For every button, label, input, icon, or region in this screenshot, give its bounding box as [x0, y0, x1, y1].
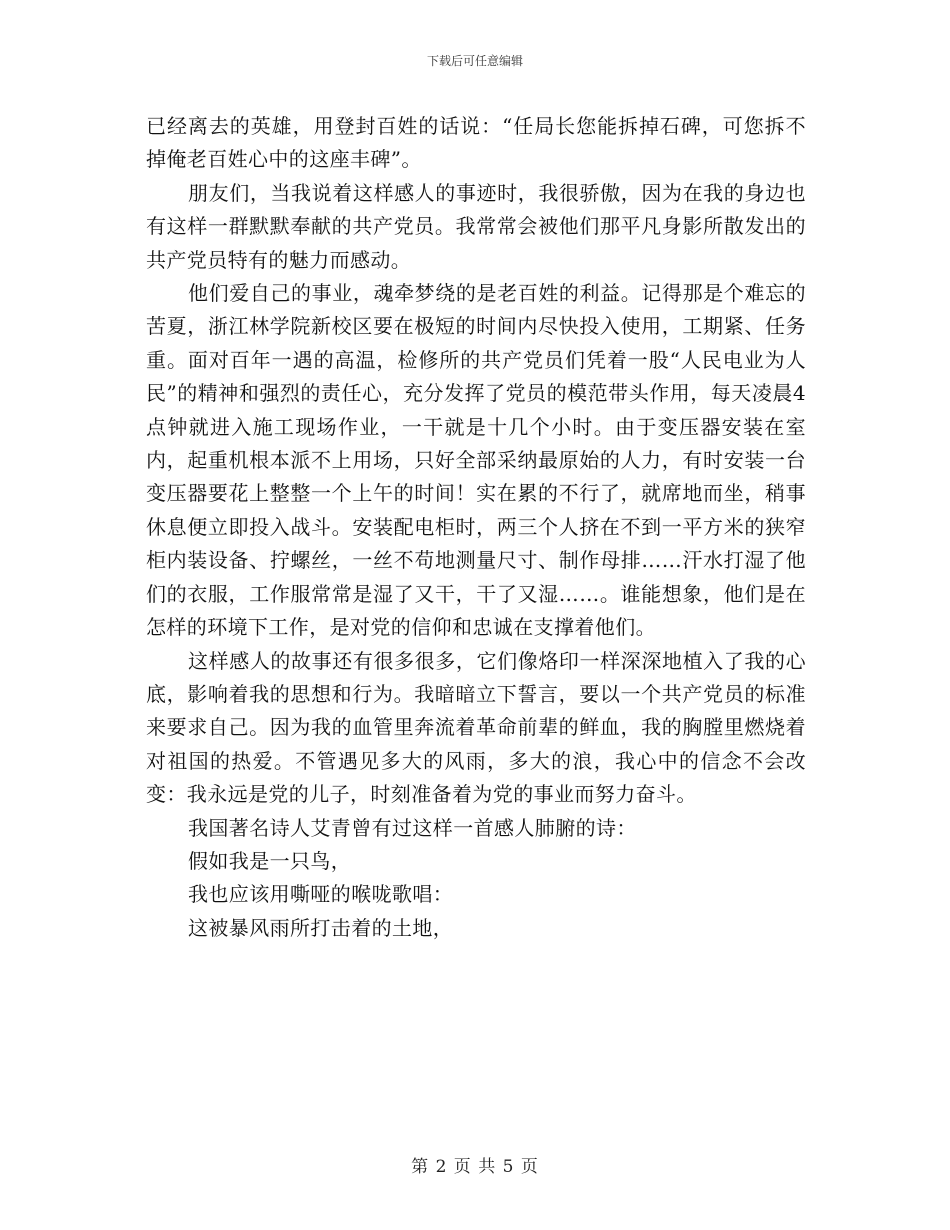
document-body [146, 110, 806, 945]
paragraph-1: 已经离去的英雄，用登封百姓的话说：“任局长您能拆掉石碑，可您拆不掉俺老百姓心中的这座丰碑”。 [146, 114, 806, 172]
paragraph-4: 这样感人的故事还有很多很多，它们像烙印一样深深地植入了我的心底，影响着我的思想和行为。我暗暗立下誓言，要以一个共产党员的标准来要求自己。因为我的血管里奔流着革命前辈的鲜血，我的胸膛里燃烧着对祖国的热爱。不管遇见多大的风雨，多大的浪，我心中的信念不会改变：我永远是党的儿子，时刻准备着为党的事业而努力奋斗。 [146, 648, 806, 807]
paragraph-3: 他们爱自己的事业，魂牵梦绕的是老百姓的利益。记得那是个难忘的苦夏，浙江林学院新校区要在极短的时间内尽快投入使用，工期紧、任务重。面对百年一遇的高温，检修所的共产党员们凭着一股“人民电业为人民”的精神和强烈的责任心，充分发挥了党员的模范带头作用，每天凌晨4点钟就进入施工现场作业，一干就是十几个小时。由于变压器安装在室内，起重机根本派不上用场，只好全部采纳最原始的人力，有时安装一台变压器要花上整整一个上午的时间！实在累的不行了，就席地而坐，稍事休息便立即投入战斗。安装配电柜时，两三个人挤在不到一平方米的狭窄柜内装设备、拧螺丝，一丝不苟地测量尺寸、制作母排……汗水打湿了他们的衣服，工作服常常是湿了又干，干了又湿……。谁能想象，他们是在怎样的环境下工作，是对党的信仰和忠诚在支撑着他们。 [146, 281, 806, 640]
page-number: 第 2 页 共 5 页 [411, 1157, 539, 1177]
poem-line-2: 我也应该用嘶哑的喉咙歌唱： [188, 882, 454, 907]
poem-line-3: 这被暴风雨所打击着的土地， [188, 915, 454, 940]
page-header: 下载后可任意编辑 [426, 54, 523, 68]
poem-line-1: 假如我是一只鸟， [188, 848, 352, 873]
paragraph-5: 我国著名诗人艾青曾有过这样一首感人肺腑的诗： [188, 815, 637, 840]
paragraph-2: 朋友们，当我说着这样感人的事迹时，我很骄傲，因为在我的身边也有这样一群默默奉献的共产党员。我常常会被他们那平凡身影所散发出的共产党员特有的魅力而感动。 [146, 180, 806, 272]
